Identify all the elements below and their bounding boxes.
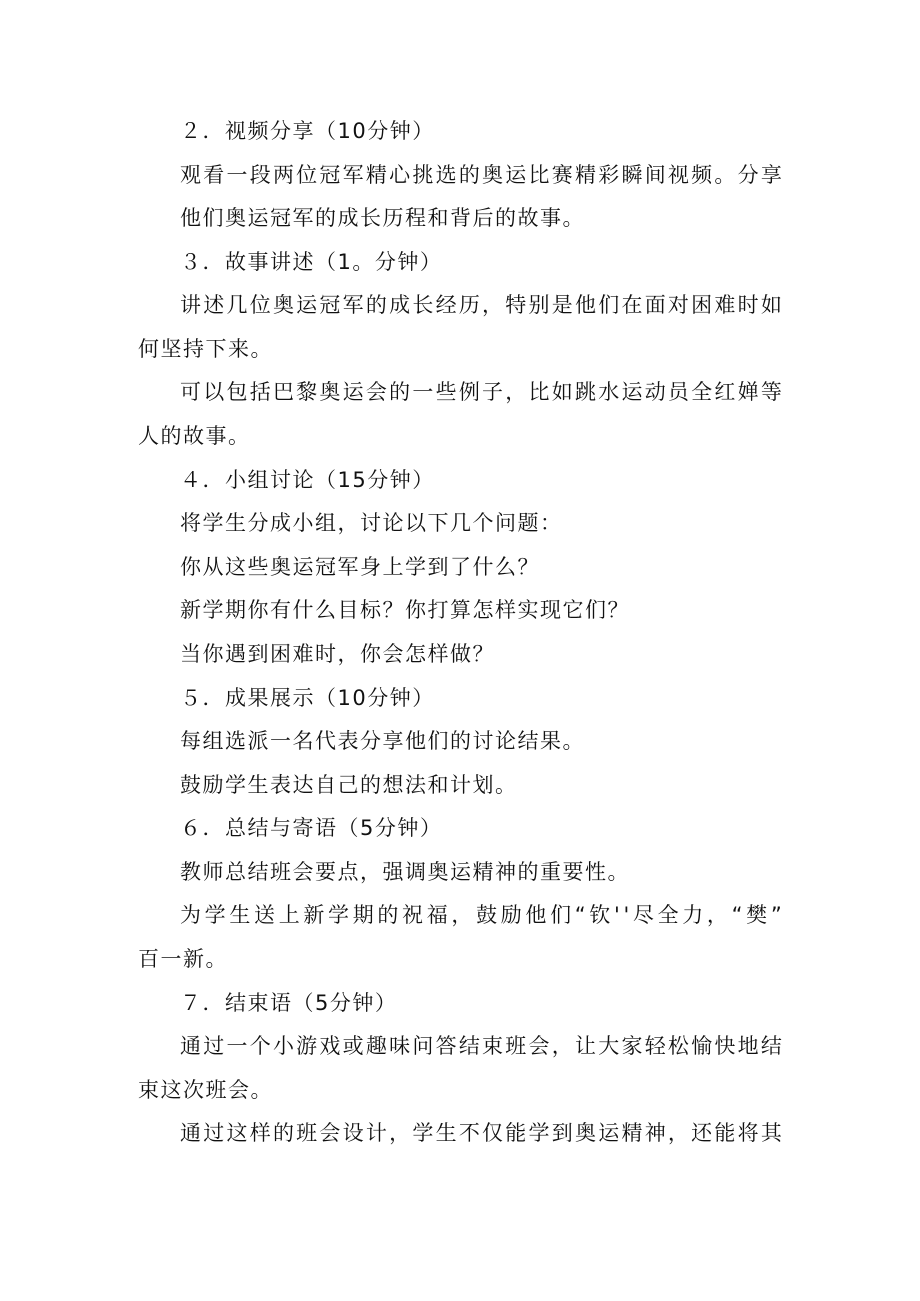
section-heading-summary: ６．总结与寄语（5分钟） <box>180 816 443 840</box>
discussion-question: 新学期你有什么目标？你打算怎样实现它们？ <box>180 598 630 622</box>
paragraph-line: 将学生分成小组，讨论以下几个问题： <box>180 511 563 535</box>
paragraph-line: 通 过 这 样 的 班 会 设 计 ， 学 生 不 仅 能 学 到 奥 运 精 神 ， 还 能 将 其 <box>180 1121 782 1145</box>
paragraph-line: 为 学 生 送 上 新 学 期 的 祝 福 ， 鼓 励 他 们 “ 钦 ' ' 尽 全 力 ， “ 樊 ” <box>180 903 782 927</box>
paragraph-line: 鼓励学生表达自己的想法和计划。 <box>180 773 518 797</box>
section-heading-story-telling: ３．故事讲述（1。分钟） <box>180 250 443 274</box>
paragraph-line: 通 过 一 个 小 游 戏 或 趣 味 问 答 结 束 班 会 ， 让 大 家 轻 松 愉 快 地 结 <box>180 1034 782 1058</box>
paragraph-line: 可 以 包 括 巴 黎 奥 运 会 的 一 些 例 子 ， 比 如 跳 水 运 动 员 全 红 婵 等 <box>180 380 782 404</box>
paragraph-line: 每组选派一名代表分享他们的讨论结果。 <box>180 729 585 753</box>
paragraph-line: 束这次班会。 <box>138 1078 273 1102</box>
paragraph-line: 他们奥运冠军的成长历程和背后的故事。 <box>180 206 585 230</box>
paragraph-line: 人的故事。 <box>138 424 251 448</box>
section-heading-closing: ７．结束语（5分钟） <box>180 991 398 1015</box>
paragraph-line: 观 看 一 段 两 位 冠 军 精 心 挑 选 的 奥 运 比 赛 精 彩 瞬 间 视 频 。 分 享 <box>180 163 782 187</box>
section-heading-video-sharing: ２．视频分享（10分钟） <box>180 119 435 143</box>
section-heading-results-presentation: ５．成果展示（10分钟） <box>180 686 435 710</box>
paragraph-line: 讲 述 几 位 奥 运 冠 军 的 成 长 经 历 ， 特 别 是 他 们 在 面 对 困 难 时 如 <box>180 293 782 317</box>
discussion-question: 你从这些奥运冠军身上学到了什么？ <box>180 555 540 579</box>
discussion-question: 当你遇到困难时，你会怎样做？ <box>180 642 495 666</box>
paragraph-line: 百一新。 <box>138 947 228 971</box>
section-heading-group-discussion: ４．小组讨论（15分钟） <box>180 468 435 492</box>
paragraph-line: 教师总结班会要点，强调奥运精神的重要性。 <box>180 860 630 884</box>
paragraph-line: 何坚持下来。 <box>138 337 273 361</box>
